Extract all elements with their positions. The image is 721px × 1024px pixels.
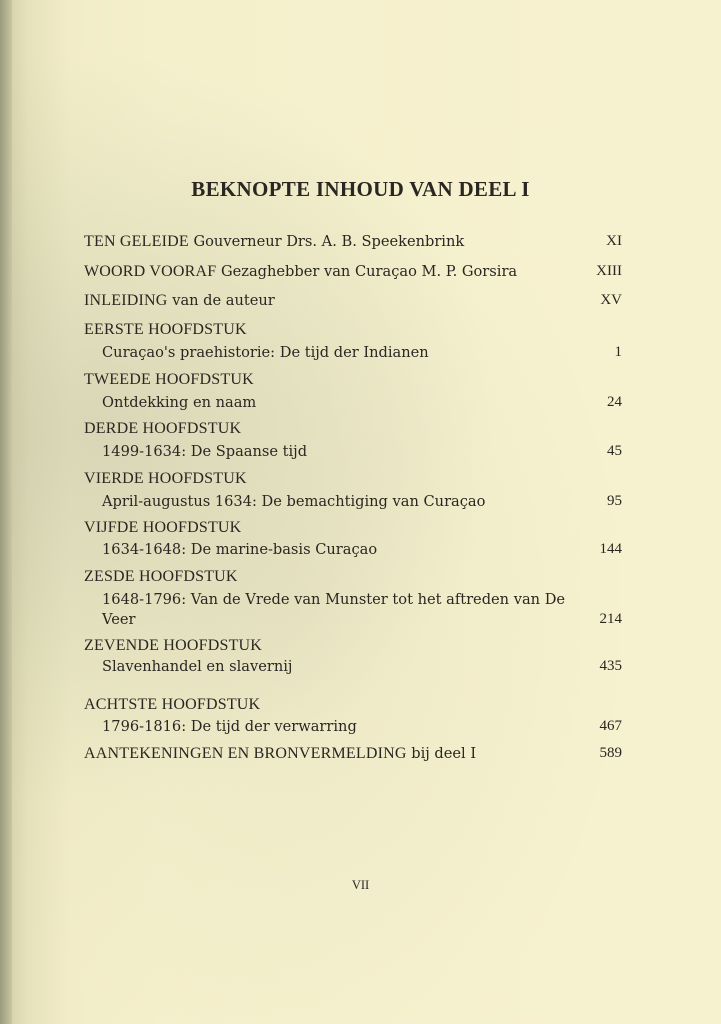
toc-page-number: 467 [599,718,622,734]
toc-page-number: XI [606,233,622,249]
toc-entry-text: 1634-1648: De marine-basis Curaçao [102,541,378,558]
book-spine-shadow [0,0,12,1024]
toc-entry-text: 1499-1634: De Spaanse tijd [102,443,308,460]
toc-chapter-heading [84,566,622,587]
toc-chapter-label: ZEVENDE HOOFDSTUK [84,637,263,654]
toc-chapter-heading [84,694,622,715]
toc-page-number: 24 [607,394,622,410]
toc-chapter-label: VIERDE HOOFDSTUK [84,470,247,487]
toc-chapter-title [102,656,622,677]
toc-entry-text: Veer [102,611,136,628]
toc-page-number: 1 [614,344,622,360]
toc-chapter-title [102,589,622,610]
toc-entry-text: 1648-1796: Van de Vrede van Munster tot het aftreden van De [102,591,566,608]
toc-entry-ten-geleide [84,231,622,252]
toc-page-number: 144 [599,541,622,557]
toc-page-number: 95 [607,493,622,509]
toc-entry-text: Curaçao's praehistorie: De tijd der Indianen [102,344,429,361]
toc-chapter-title [102,392,622,413]
toc-chapter-heading [84,418,622,439]
page-folio: VII [351,878,370,892]
toc-entry-lead: INLEIDING [84,292,168,309]
toc-entry-lead: TEN GELEIDE [84,233,189,250]
toc-chapter-label: ZESDE HOOFDSTUK [84,568,238,585]
toc-chapter-title [102,539,622,560]
page-heading: BEKNOPTE INHOUD VAN DEEL I [191,177,530,201]
toc-entry-text: Ontdekking en naam [102,394,257,411]
toc-chapter-heading [84,319,622,340]
toc-page-number: 589 [599,745,622,761]
toc-chapter-title [102,441,622,462]
toc-entry-inleiding [84,290,622,311]
toc-entry-text: bij deel I [406,745,477,762]
toc-chapter-title [102,491,622,512]
toc-chapter-label: DERDE HOOFDSTUK [84,420,242,437]
toc-chapter-heading [84,468,622,489]
toc-page-number: 45 [607,443,622,459]
toc-chapter-title [102,716,622,737]
toc-page-number: 435 [599,658,622,674]
toc-chapter-title-continued [102,609,622,630]
toc-entry-text: 1796-1816: De tijd der verwarring [102,718,357,735]
toc-chapter-label: VIJFDE HOOFDSTUK [84,519,242,536]
toc-page-number: XV [600,292,622,308]
toc-entry-woord-vooraf [84,261,622,282]
toc-chapter-label: TWEEDE HOOFDSTUK [84,371,254,388]
toc-page-number: XIII [596,263,622,279]
toc-entry-aantekeningen [84,743,622,764]
toc-entry-text: Gouverneur Drs. A. B. Speekenbrink [188,233,465,250]
toc-entry-text: Gezaghebber van Curaçao M. P. Gorsira [216,263,518,280]
toc-entry-lead: AANTEKENINGEN EN BRONVERMELDING [84,745,407,762]
toc-chapter-heading [84,517,622,538]
toc-entry-text: April-augustus 1634: De bemachtiging van Curaçao [102,493,486,510]
toc-chapter-label: EERSTE HOOFDSTUK [84,321,247,338]
toc-chapter-title [102,342,622,363]
toc-entry-lead: WOORD VOORAF [84,263,217,280]
toc-chapter-heading [84,635,622,656]
toc-entry-text: Slavenhandel en slavernij [102,658,293,675]
toc-chapter-heading [84,369,622,390]
toc-entry-text: van de auteur [167,292,275,309]
toc-page-number: 214 [599,611,622,627]
toc-chapter-label: ACHTSTE HOOFDSTUK [84,696,261,713]
